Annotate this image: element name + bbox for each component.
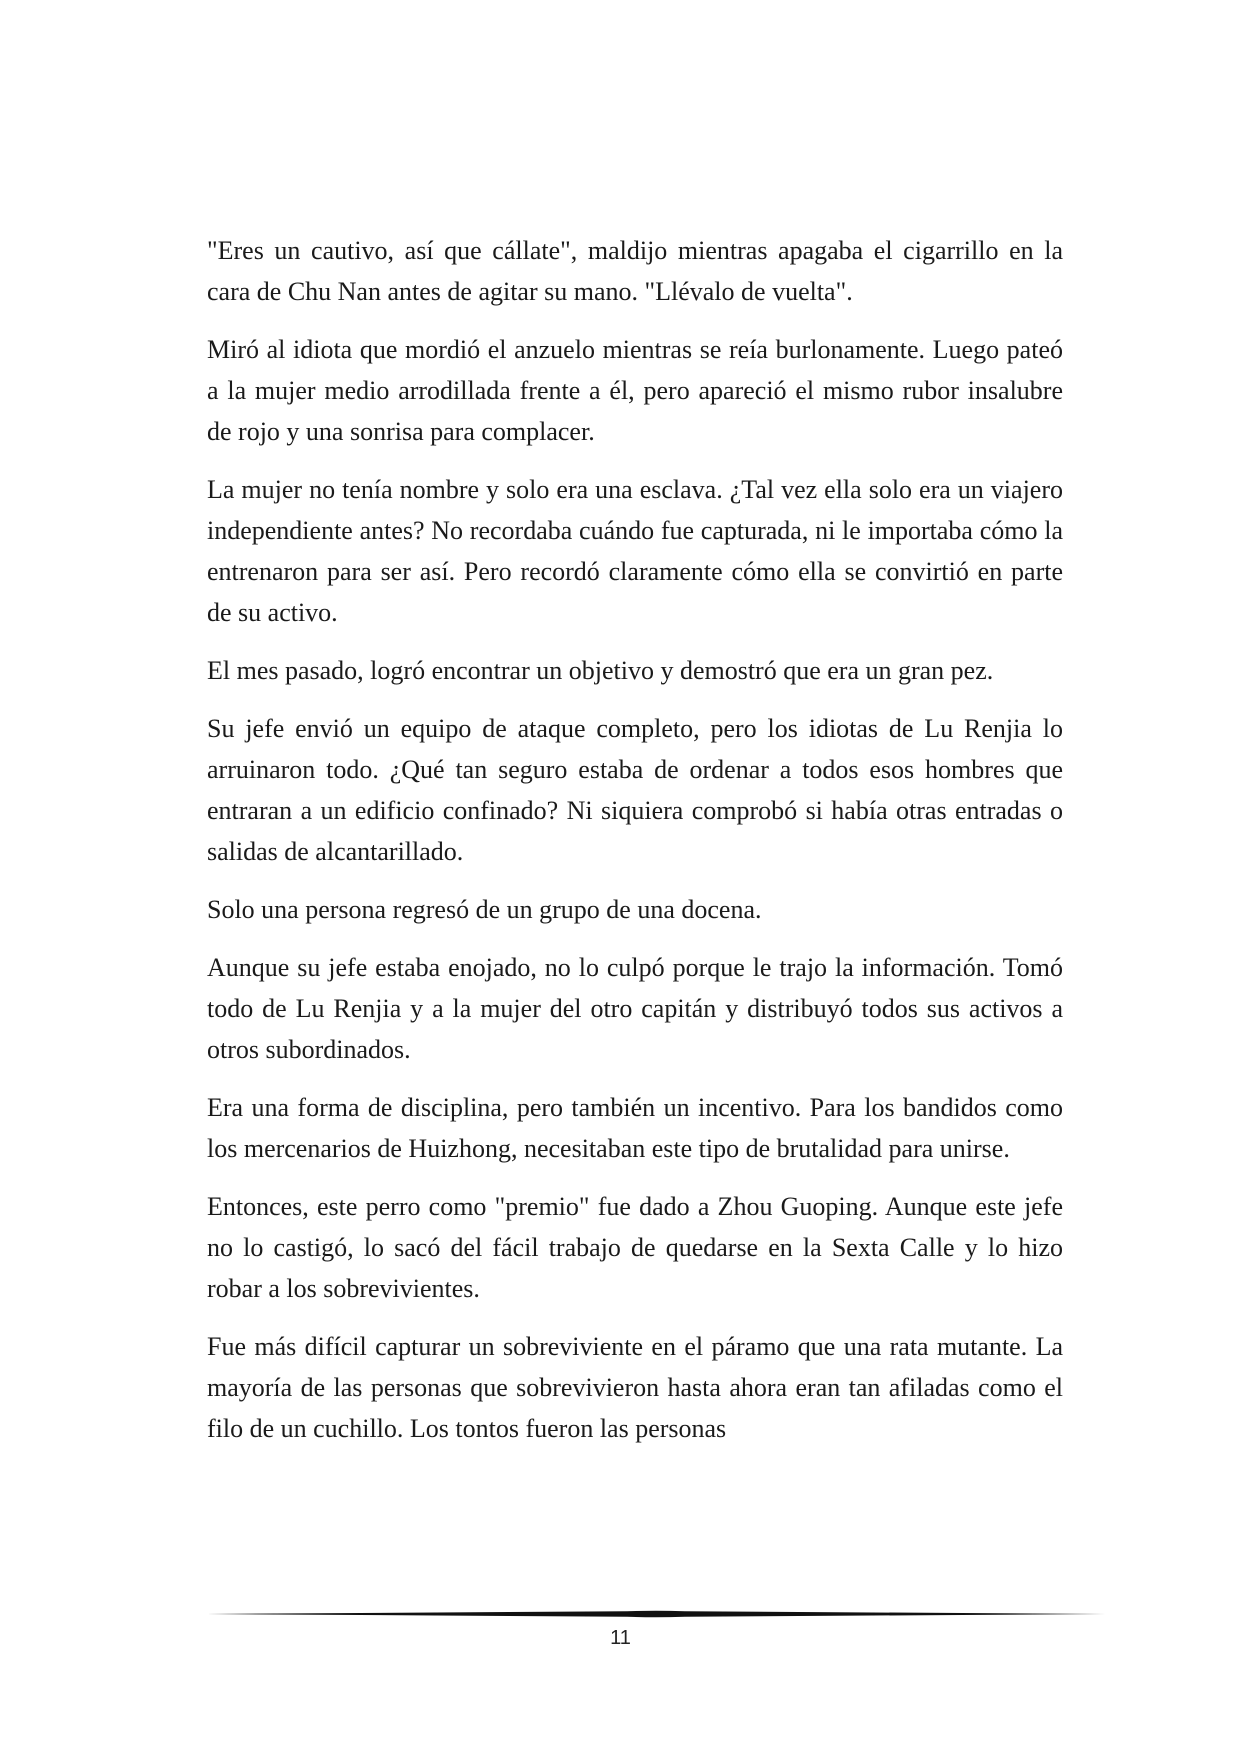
paragraph-7: Aunque su jefe estaba enojado, no lo culpó porque le trajo la información. Tomó todo de Lu Renjia y a la mujer del otro capitán y distribuyó todos sus activos a otros subordinados. bbox=[207, 953, 1063, 1064]
paragraph-6: Solo una persona regresó de un grupo de una docena. bbox=[207, 895, 762, 924]
paragraph-3: La mujer no tenía nombre y solo era una esclava. ¿Tal vez ella solo era un viajero independiente antes? No recordaba cuándo fue capturada, ni le importaba cómo la entrenaron para ser así. Pero recordó claramente cómo ella se convirtió en parte de su activo. bbox=[207, 475, 1063, 627]
paragraph-9: Entonces, este perro como "premio" fue dado a Zhou Guoping. Aunque este jefe no lo castigó, lo sacó del fácil trabajo de quedarse en la Sexta Calle y lo hizo robar a los sobrevivientes. bbox=[207, 1192, 1063, 1303]
paragraph-2: Miró al idiota que mordió el anzuelo mientras se reía burlonamente. Luego pateó a la mujer medio arrodillada frente a él, pero apareció el mismo rubor insalubre de rojo y una sonrisa para complacer. bbox=[207, 335, 1063, 446]
footer-divider bbox=[207, 1610, 1105, 1618]
paragraph-8: Era una forma de disciplina, pero también un incentivo. Para los bandidos como los mercenarios de Huizhong, necesitaban este tipo de brutalidad para unirse. bbox=[207, 1093, 1063, 1163]
paragraph-1: "Eres un cautivo, así que cállate", maldijo mientras apagaba el cigarrillo en la cara de Chu Nan antes de agitar su mano. "Llévalo de vuelta". bbox=[207, 236, 1063, 306]
paragraph-4: El mes pasado, logró encontrar un objetivo y demostró que era un gran pez. bbox=[207, 656, 994, 685]
paragraph-10: Fue más difícil capturar un sobreviviente en el páramo que una rata mutante. La mayoría de las personas que sobrevivieron hasta ahora eran tan afiladas como el filo de un cuchillo. Los tontos fueron las personas bbox=[207, 1332, 1063, 1443]
body-text bbox=[207, 230, 1063, 1466]
page-number: 11 bbox=[610, 1627, 631, 1649]
paragraph-5: Su jefe envió un equipo de ataque completo, pero los idiotas de Lu Renjia lo arruinaron todo. ¿Qué tan seguro estaba de ordenar a todos esos hombres que entraran a un edificio confinado? Ni siquiera comprobó si había otras entradas o salidas de alcantarillado. bbox=[207, 714, 1063, 866]
